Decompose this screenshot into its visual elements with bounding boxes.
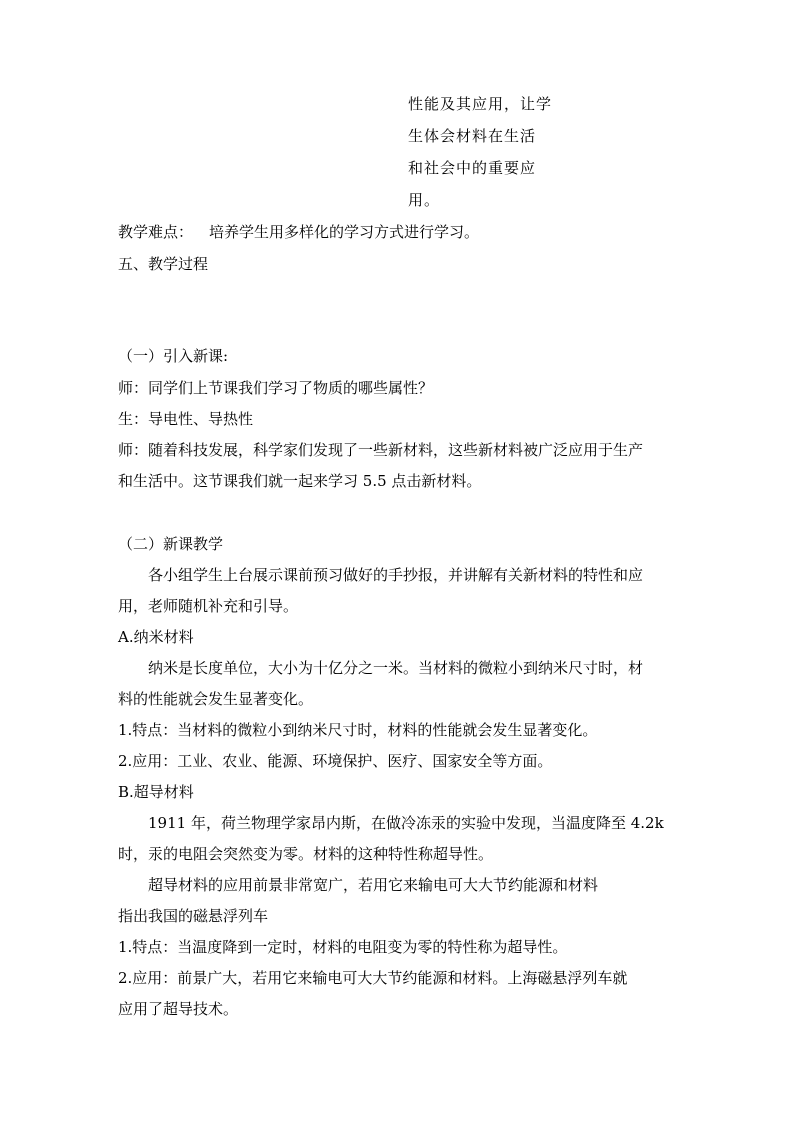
- dialogue-teacher-para-line2: 和生活中。这节课我们就一起来学习 5.5 点击新材料。: [118, 472, 482, 490]
- paragraph-line: 纳米是长度单位，大小为十亿分之一米。当材料的微粒小到纳米尺寸时，材: [148, 659, 644, 677]
- paragraph-line: 用，老师随机补充和引导。: [118, 597, 299, 615]
- dialogue-student-answer: 生：导电性、导热性: [118, 410, 254, 428]
- section-heading-teaching-process: 五、教学过程: [118, 255, 209, 273]
- nano-material-title: A.纳米材料: [118, 628, 194, 646]
- dialogue-teacher-para-line1: 师：随着科技发展，科学家们发现了一些新材料，这些新材料被广泛应用于生产: [118, 441, 644, 459]
- nano-feature: 1.特点：当材料的微粒小到纳米尺寸时，材料的性能就会发生显著变化。: [118, 721, 598, 739]
- paragraph-line: 各小组学生上台展示课前预习做好的手抄报，并讲解有关新材料的特性和应: [148, 566, 644, 584]
- table-cell-line: 用。: [408, 191, 441, 209]
- superconductor-feature: 1.特点：当温度降到一定时，材料的电阻变为零的特性称为超导性。: [118, 938, 568, 956]
- superconductor-application-line2: 应用了超导技术。: [118, 1000, 239, 1018]
- table-cell-line: 和社会中的重要应: [408, 159, 537, 177]
- paragraph-line: 料的性能就会发生显著变化。: [118, 690, 314, 708]
- paragraph-line: 指出我国的磁悬浮列车: [118, 907, 269, 925]
- table-cell-line: 性能及其应用，让学: [408, 95, 553, 113]
- paragraph-line: 时，汞的电阻会突然变为零。材料的这种特性称超导性。: [118, 845, 494, 863]
- teaching-difficulty-text: 培养学生用多样化的学习方式进行学习。: [209, 223, 480, 241]
- table-cell-line: 生体会材料在生活: [408, 127, 537, 145]
- nano-application: 2.应用：工业、农业、能源、环境保护、医疗、国家安全等方面。: [118, 752, 553, 770]
- teaching-difficulty: [118, 222, 479, 243]
- paragraph-line: 超导材料的应用前景非常宽广，若用它来输电可大大节约能源和材料: [148, 876, 599, 894]
- subheading-new-lesson: （二）新课教学: [118, 535, 224, 553]
- table-cell-fragment: [408, 94, 558, 222]
- teaching-difficulty-label: 教学难点：: [118, 223, 194, 241]
- superconductor-title: B.超导材料: [118, 783, 194, 801]
- paragraph-line: 1911 年，荷兰物理学家昂内斯，在做冷冻汞的实验中发现，当温度降至 4.2k: [148, 814, 664, 832]
- superconductor-application-line1: 2.应用：前景广大，若用它来输电可大大节约能源和材料。上海磁悬浮列车就: [118, 969, 628, 987]
- subheading-intro: （一）引入新课:: [118, 347, 229, 365]
- dialogue-teacher-question: 师：同学们上节课我们学习了物质的哪些属性？: [118, 379, 434, 397]
